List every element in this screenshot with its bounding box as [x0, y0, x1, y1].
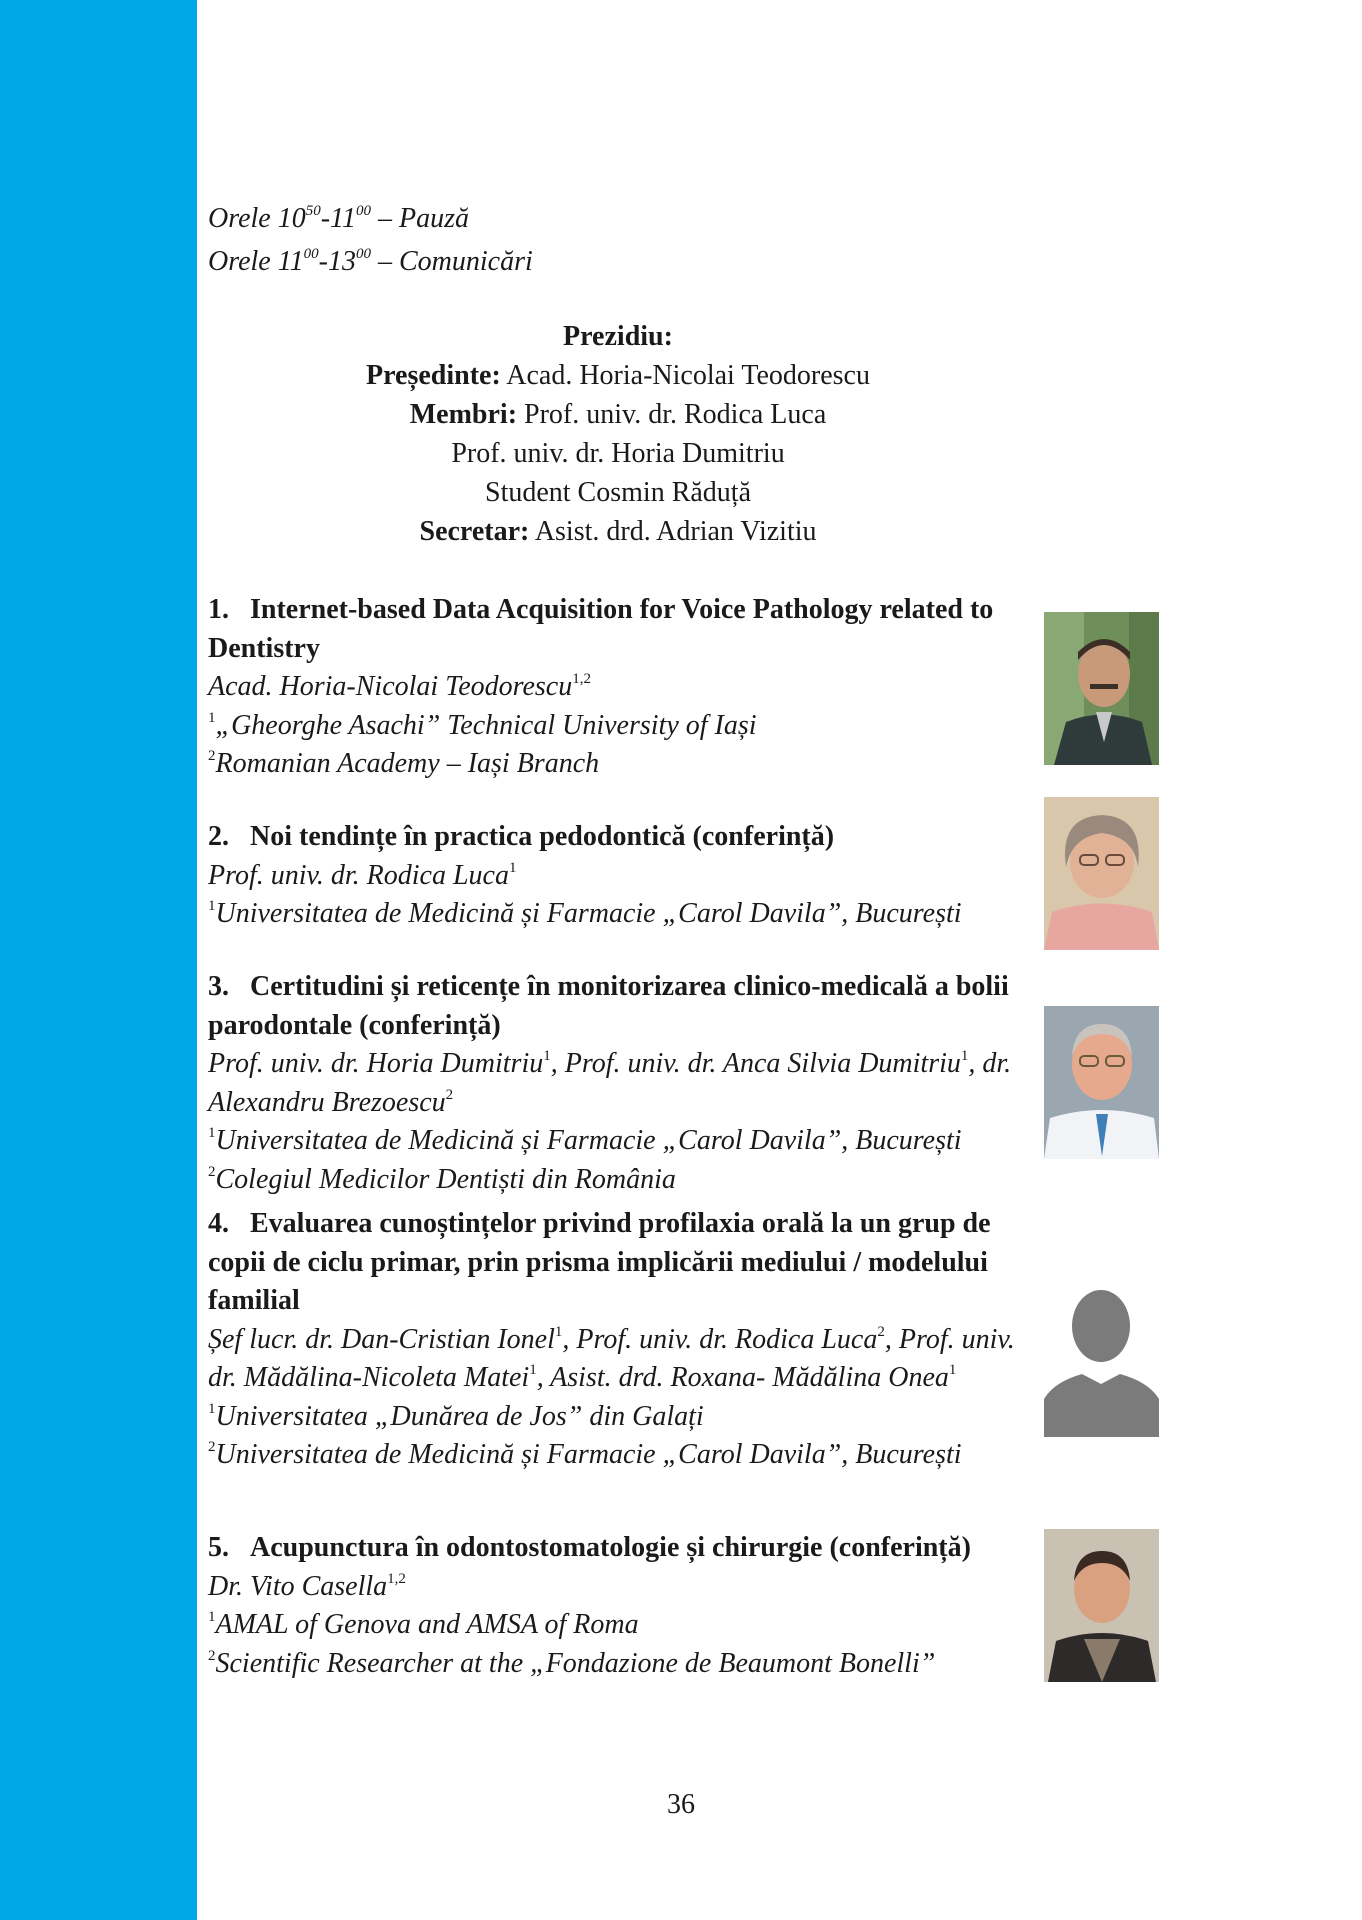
item-1-title: 1. Internet-based Data Acquisition for Voice Pathology related to Dentistry [208, 594, 994, 664]
page-number: 36 [667, 1789, 695, 1820]
portrait-photo-2 [1044, 797, 1159, 950]
item-3-authors: Prof. univ. dr. Horia Dumitriu$^1$, Prof. univ. dr. Anca Silvia Dumitriu$^1$, dr. Alexandru Brezoescu$^2$ [208, 1048, 1012, 1118]
item-4-affiliation-1: $^1$Universitatea „Dunărea de Jos” din Galați [208, 1400, 704, 1432]
presidium-member-1: Membri: Prof. univ. dr. Rodica Luca [409, 399, 827, 430]
program-item-5 [208, 1529, 1028, 1683]
portrait-photo-1 [1044, 612, 1159, 765]
item-2-title: 2. Noi tendințe în practica pedodontică (conferință) [208, 821, 835, 852]
presidium-block [208, 317, 1028, 551]
program-item-2 [208, 818, 1028, 934]
blue-sidebar-band [0, 0, 197, 1920]
portrait-photo-3 [1044, 1006, 1159, 1159]
item-4-authors: Șef lucr. dr. Dan-Cristian Ionel$^1$, Prof. univ. dr. Rodica Luca$^2$, Prof. univ. dr. Mădălina-Nicoleta Matei$^1$, Asist. drd. Roxana- Mădălina Onea$^1$ [208, 1323, 1015, 1393]
item-1-affiliation-1: $^1$„Gheorghe Asachi” Technical University of Iași [208, 709, 757, 741]
item-1-author: Acad. Horia-Nicolai Teodorescu$^{1,2}$ [208, 671, 591, 702]
item-2-affiliation-1: $^1$Universitatea de Medicină și Farmacie „Carol Davila”, București [208, 898, 962, 929]
item-5-affiliation-1: $^1$AMAL of Genova and AMSA of Roma [208, 1609, 639, 1640]
schedule-line-communications: Orele $11^{00}-13^{00}$ – Comunicări [208, 246, 533, 277]
presidium-heading: Prezidiu: [563, 321, 673, 352]
item-5-affiliation-2: $^2$Scientific Researcher at the „Fondazione de Beaumont Bonelli” [208, 1647, 936, 1679]
item-3-affiliation-2: $^2$Colegiul Medicilor Dentiști din România [208, 1163, 676, 1195]
item-2-author: Prof. univ. dr. Rodica Luca$^1$ [208, 859, 517, 891]
item-3-affiliation-1: $^1$Universitatea de Medicină și Farmacie „Carol Davila”, București [208, 1125, 962, 1156]
schedule-line-pause: Orele $10^{50}-11^{00}$ – Pauză [208, 203, 469, 234]
program-item-3 [208, 968, 1028, 1199]
item-4-affiliation-2: $^2$Universitatea de Medicină și Farmacie „Carol Davila”, București [208, 1439, 962, 1470]
portrait-photo-5 [1044, 1529, 1159, 1682]
placeholder-avatar-icon [1044, 1284, 1159, 1437]
presidium-member-2: Prof. univ. dr. Horia Dumitriu [451, 438, 785, 469]
presidium-secretary: Secretar: Asist. drd. Adrian Vizitiu [419, 516, 817, 547]
presidium-member-3: Student Cosmin Răduță [485, 477, 751, 508]
item-4-title: 4. Evaluarea cunoștințelor privind profilaxia orală la un grup de copii de ciclu primar, prin prisma implicării mediului / modelului familial [208, 1208, 991, 1316]
presidium-president: Președinte: Acad. Horia-Nicolai Teodorescu [366, 360, 870, 391]
program-item-1 [208, 591, 1028, 784]
item-5-author: Dr. Vito Casella$^{1,2}$ [208, 1570, 406, 1602]
program-item-4 [208, 1205, 1028, 1475]
item-5-title: 5. Acupunctura în odontostomatologie și chirurgie (conferință) [208, 1532, 971, 1563]
item-3-title: 3. Certitudini și reticențe în monitorizarea clinico-medicală a bolii parodontale (conferință) [208, 971, 1009, 1041]
item-1-affiliation-2: $^2$Romanian Academy – Iași Branch [208, 748, 600, 779]
